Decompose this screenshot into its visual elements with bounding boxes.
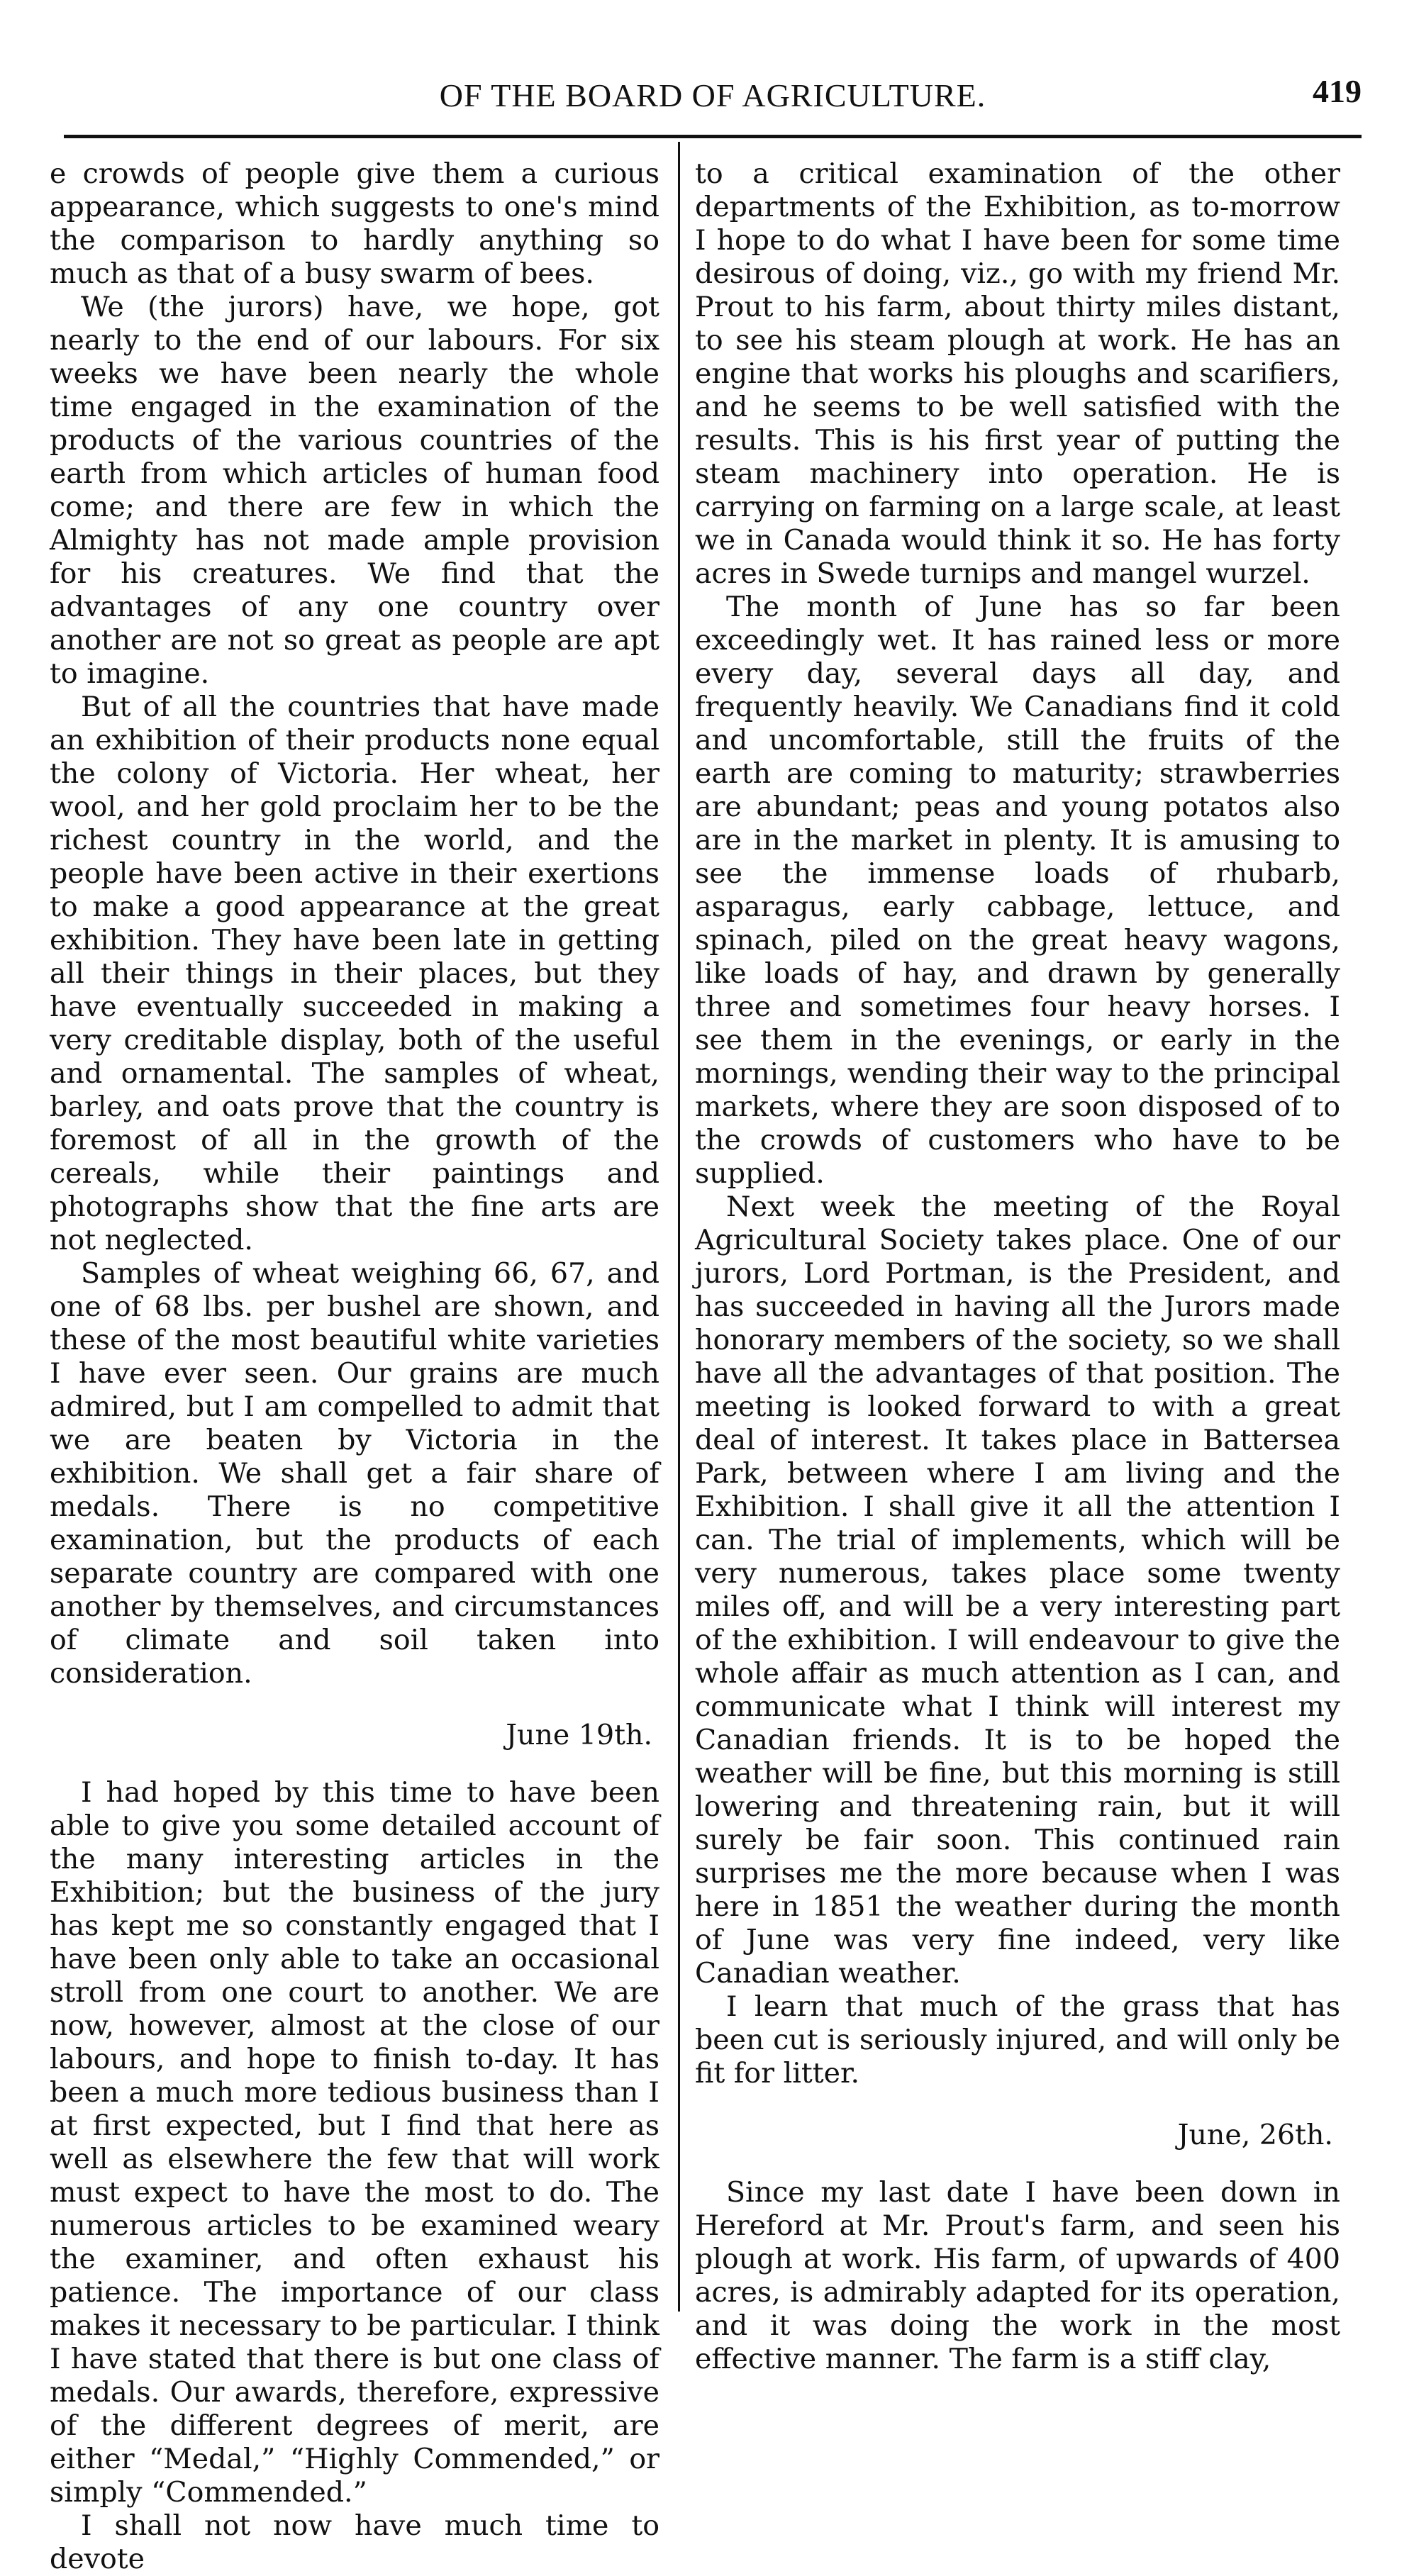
running-title: OF THE BOARD OF AGRICULTURE. <box>439 77 986 113</box>
paragraph: Since my last date I have been down in Hereford at Mr. Prout's farm, and seen his plough at work. His farm, of upwards of 400 acres, is admirably adapted for its operation, and it was doing the work in the most effective manner. The farm is a stiff clay, <box>695 2176 1340 2375</box>
paragraph: e crowds of people give them a curious appearance, which suggests to one's mind the comparison to hardly anything so much as that of a busy swarm of bees. <box>50 157 659 290</box>
paragraph: We (the jurors) have, we hope, got nearly to the end of our labours. For six weeks we have been nearly the whole time engaged in the examination of the products of the various countries of the earth from which articles of human food come; and there are few in which the Almighty has not made ample provision for his creatures. We find that the advantages of any one country over another are not so great as people are apt to imagine. <box>50 291 659 690</box>
paragraph: I had hoped by this time to have been able to give you some detailed account of the many interesting articles in the Exhibition; but the business of the jury has kept me so constantly engaged that I have been only able to take an occasional stroll from one court to another. We are now, however, almost at the close of our labours, and hope to finish to-day. It has been a much more tedious business than I at first expected, but I find that here as well as elsewhere the few that will work must expect to have the most to do. The numerous articles to be examined weary the examiner, and often exhaust his patience. The importance of our class makes it necessary to be particular. I think I have stated that there is but one class of medals. Our awards, therefore, expressive of the different degrees of merit, are either “Medal,” “Highly Commended,” or simply “Commended.” <box>50 1776 659 2509</box>
right-column <box>695 157 1340 2376</box>
paragraph: The month of June has so far been exceedingly wet. It has rained less or more every day, several days all day, and frequently heavily. We Canadians find it cold and uncomfortable, still the fruits of the earth are coming to maturity; strawberries are abundant; peas and young potatos also are in the market in plenty. It is amusing to see the immense loads of rhubarb, asparagus, early cabbage, lettuce, and spinach, piled on the great heavy wagons, like loads of hay, and drawn by generally three and sometimes four heavy horses. I see them in the evenings, or early in the mornings, wending their way to the principal markets, where they are soon disposed of to the crowds of customers who have to be supplied. <box>695 591 1340 1190</box>
paragraph: I learn that much of the grass that has been cut is seriously injured, and will only be fit for litter. <box>695 1990 1340 2090</box>
paragraph: I shall not now have much time to devote <box>50 2509 659 2575</box>
page-header <box>64 73 1362 133</box>
left-column <box>50 157 659 2576</box>
page-number: 419 <box>1313 73 1362 109</box>
dateline: June, 26th. <box>1177 2119 1333 2151</box>
header-rule <box>64 135 1362 138</box>
paragraph: But of all the countries that have made an exhibition of their products none equal the colony of Victoria. Her wheat, her wool, and her gold proclaim her to be the richest country in the world, and the people have been active in their exertions to make a good appearance at the great exhibition. They have been late in getting all their things in their places, but they have eventually succeeded in making a very creditable display, both of the useful and ornamental. The samples of wheat, barley, and oats prove that the country is foremost of all in the growth of the cereals, while their paintings and photographs show that the fine arts are not neglected. <box>50 691 659 1256</box>
paragraph: Samples of wheat weighing 66, 67, and one of 68 lbs. per bushel are shown, and these of the most beautiful white varieties I have ever seen. Our grains are much admired, but I am compelled to admit that we are beaten by Victoria in the exhibition. We shall get a fair share of medals. There is no competitive examination, but the products of each separate country are compared with one another by themselves, and circumstances of climate and soil taken into consideration. <box>50 1257 659 1690</box>
column-divider <box>678 142 680 2312</box>
dateline: June 19th. <box>506 1719 652 1751</box>
paragraph: Next week the meeting of the Royal Agricultural Society takes place. One of our jurors, Lord Portman, is the President, and has succeeded in having all the Jurors made honorary members of the society, so we shall have all the advantages of that position. The meeting is looked forward to with a great deal of interest. It takes place in Battersea Park, between where I am living and the Exhibition. I shall give it all the attention I can. The trial of implements, which will be very numerous, takes place some twenty miles off, and will be a very interesting part of the exhibition. I will endeavour to give the whole affair as much attention as I can, and communicate what I think will interest my Canadian friends. It is to be hoped the weather will be fine, but this morning is still lowering and threatening rain, but it will surely be fair soon. This continued rain surprises me the more because when I was here in 1851 the weather during the month of June was very fine indeed, very like Canadian weather. <box>695 1191 1340 1990</box>
paragraph: to a critical examination of the other departments of the Exhibition, as to-morrow I hope to do what I have been for some time desirous of doing, viz., go with my friend Mr. Prout to his farm, about thirty miles distant, to see his steam plough at work. He has an engine that works his ploughs and scarifiers, and he seems to be well satisfied with the results. This is his first year of putting the steam machinery into operation. He is carrying on farming on a large scale, at least we in Canada would think it so. He has forty acres in Swede turnips and mangel wurzel. <box>695 157 1340 590</box>
